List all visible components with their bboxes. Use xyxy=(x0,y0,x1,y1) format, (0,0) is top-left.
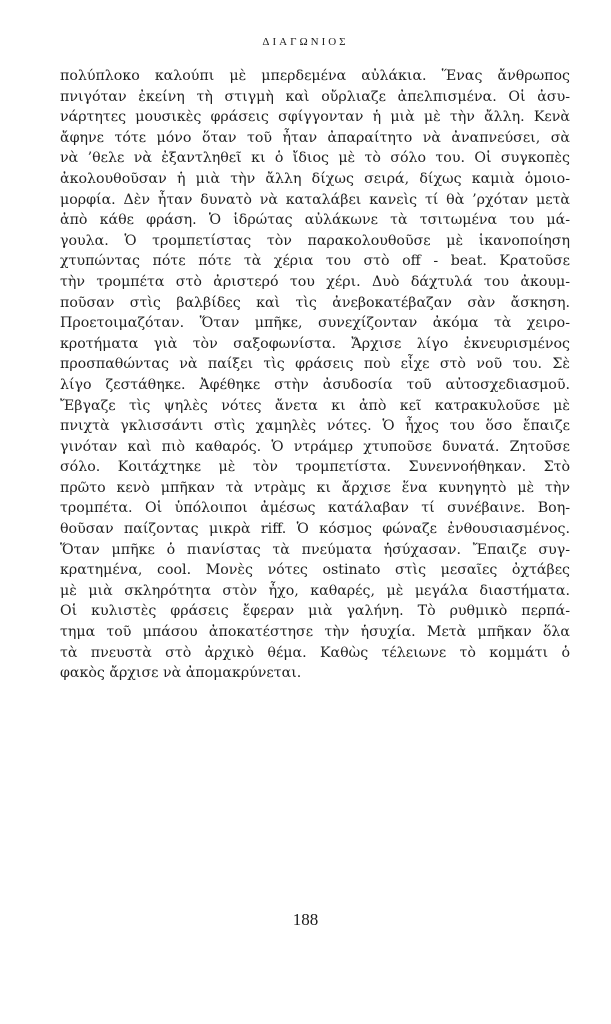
text-line: πνιγόταν ἐκείνη τὴ στιγμὴ καὶ οὔρλιαζε ἀπελπισμένα. Οἱ ἀσυ- xyxy=(60,88,570,105)
text-line: ἀκολουθοῦσαν ἡ μιὰ τὴν ἄλλη δίχως σειρά, δίχως καμιὰ ὁμοιο- xyxy=(60,170,570,187)
text-line: μορφία. Δὲν ἦταν δυνατὸ νὰ καταλάβει κανεὶς τί θὰ ’ρχόταν μετὰ xyxy=(60,191,570,208)
running-head: ΔΙΑΓΩΝΙΟΣ xyxy=(262,36,349,48)
text-line: ἄφηνε τότε μόνο ὅταν τοῦ ἦταν ἀπαραίτητο νὰ ἀναπνεύσει, σὰ xyxy=(60,129,570,146)
text-line: νάρτητες μουσικὲς φράσεις σφίγγονταν ἡ μιὰ μὲ τὴν ἄλλη. Κενὰ xyxy=(60,109,570,126)
text-line: γουλα. Ὁ τρομπετίστας τὸν παρακολουθοῦσε μὲ ἱκανοποίηση xyxy=(60,232,570,249)
text-line: ποῦσαν στὶς βαλβίδες καὶ τὶς ἀνεβοκατέβαζαν σὰν ἄσκηση. xyxy=(60,294,570,311)
text-line: κροτήματα γιὰ τὸν σαξοφωνίστα. Ἄρχισε λίγο ἐκνευρισμένος xyxy=(60,335,570,352)
text-line: προσπαθώντας νὰ παίξει τὶς φράσεις ποὺ εἶχε στὸ νοῦ του. Σὲ xyxy=(60,356,570,373)
text-line: γινόταν καὶ πιὸ καθαρός. Ὁ ντράμερ χτυποῦσε δυνατά. Ζητοῦσε xyxy=(60,438,570,455)
text-line: τημα τοῦ μπάσου ἀποκατέστησε τὴν ἡσυχία. Μετὰ μπῆκαν ὅλα xyxy=(60,624,570,641)
text-line: τὰ πνευστὰ στὸ ἀρχικὸ θέμα. Καθὼς τέλειωνε τὸ κομμάτι ὁ xyxy=(60,644,570,661)
text-line: χτυπώντας πότε πότε τὰ χέρια του στὸ off - beat. Κρατοῦσε xyxy=(60,253,570,270)
text-line-last: φακὸς ἄρχισε νὰ ἀπομακρύνεται. xyxy=(60,665,302,682)
text-line: πρῶτο κενὸ μπῆκαν τὰ ντρὰμς κι ἄρχισε ἕνα κυνηγητὸ μὲ τὴν xyxy=(60,479,570,496)
text-line: θοῦσαν παίζοντας μικρὰ riff. Ὁ κόσμος φώναζε ἐνθουσιασμένος. xyxy=(60,521,570,538)
text-line: πνιχτὰ γκλισσάντι στὶς χαμηλὲς νότες. Ὁ ἦχος του ὅσο ἔπαιζε xyxy=(60,418,570,435)
text-line: Ἔβγαζε τὶς ψηλὲς νότες ἄνετα κι ἀπὸ κεῖ κατρακυλοῦσε μὲ xyxy=(60,397,570,414)
text-line: Οἱ κυλιστὲς φράσεις ἔφεραν μιὰ γαλήνη. Τὸ ρυθμικὸ περπά- xyxy=(60,603,570,620)
text-line: νὰ ’θελε νὰ ἐξαντληθεῖ κι ὁ ἴδιος μὲ τὸ σόλο του. Οἱ συγκοπὲς xyxy=(60,150,570,167)
text-line: Προετοιμαζόταν. Ὅταν μπῆκε, συνεχίζονταν ἀκόμα τὰ χειρο- xyxy=(60,315,570,332)
text-line: Ὅταν μπῆκε ὁ πιανίστας τὰ πνεύματα ἡσύχασαν. Ἔπαιζε συγ- xyxy=(60,541,570,558)
text-line: ἀπὸ κάθε φράση. Ὁ ἱδρώτας αὐλάκωνε τὰ τσιτωμένα του μά- xyxy=(60,212,570,229)
text-line: πολύπλοκο καλούπι μὲ μπερδεμένα αὐλάκια. Ἕνας ἄνθρωπος xyxy=(60,68,570,84)
text-line: λίγο ζεστάθηκε. Ἀφέθηκε στὴν ἀσυδοσία τοῦ αὐτοσχεδιασμοῦ. xyxy=(60,376,570,393)
text-line: τὴν τρομπέτα στὸ ἀριστερό του χέρι. Δυὸ δάχτυλά του ἀκουμ- xyxy=(60,273,570,290)
text-line: σόλο. Κοιτάχτηκε μὲ τὸν τρομπετίστα. Συνεννοήθηκαν. Στὸ xyxy=(60,459,570,476)
page-number: 188 xyxy=(292,910,319,929)
text-line: κρατημένα, cool. Μονὲς νότες ostinato στὶς μεσαῖες ὀχτάβες xyxy=(60,562,570,579)
text-line: μὲ μιὰ σκληρότητα στὸν ἦχο, καθαρές, μὲ μεγάλα διαστήματα. xyxy=(60,582,570,599)
body-text xyxy=(60,66,570,684)
text-line: τρομπέτα. Οἱ ὑπόλοιποι ἀμέσως κατάλαβαν τί συνέβαινε. Βοη- xyxy=(60,500,570,517)
